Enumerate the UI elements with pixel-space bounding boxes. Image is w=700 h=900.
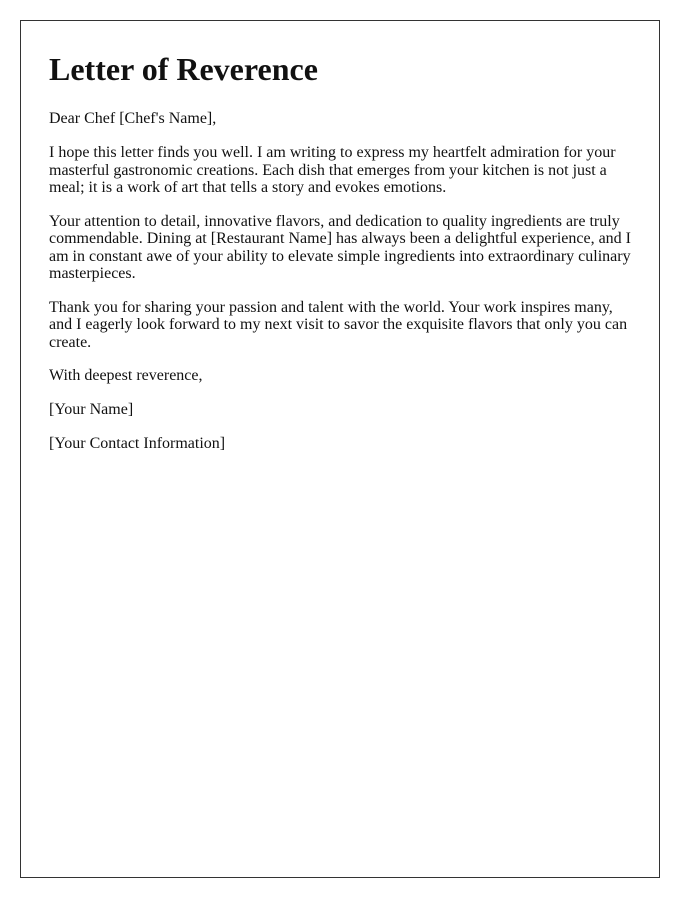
salutation: Dear Chef [Chef's Name], [49, 110, 217, 127]
contact-information: [Your Contact Information] [49, 435, 226, 452]
body-paragraph-1: I hope this letter finds you well. I am writing to express my heartfelt admiration for your masterful gastronomic creations. Each dish that emerges from your kitchen is not just a meal; it is a work of art that tells a story and evokes emotions. [49, 144, 616, 196]
letter-title: Letter of Reverence [49, 51, 318, 87]
body-paragraph-3: Thank you for sharing your passion and talent with the world. Your work inspires many, and I eagerly look forward to my next visit to savor the exquisite flavors that only you can create. [49, 298, 628, 351]
signature-name: [Your Name] [49, 401, 134, 418]
body-paragraph-2: Your attention to detail, innovative flavors, and dedication to quality ingredients are truly commendable. Dining at [Restaurant Name] has always been a delightful experience, and I am in constant awe of your ability to elevate simple ingredients into extraordinary culinary masterpieces. [49, 212, 631, 282]
closing-line: With deepest reverence, [49, 367, 203, 384]
letter-page [20, 20, 660, 878]
